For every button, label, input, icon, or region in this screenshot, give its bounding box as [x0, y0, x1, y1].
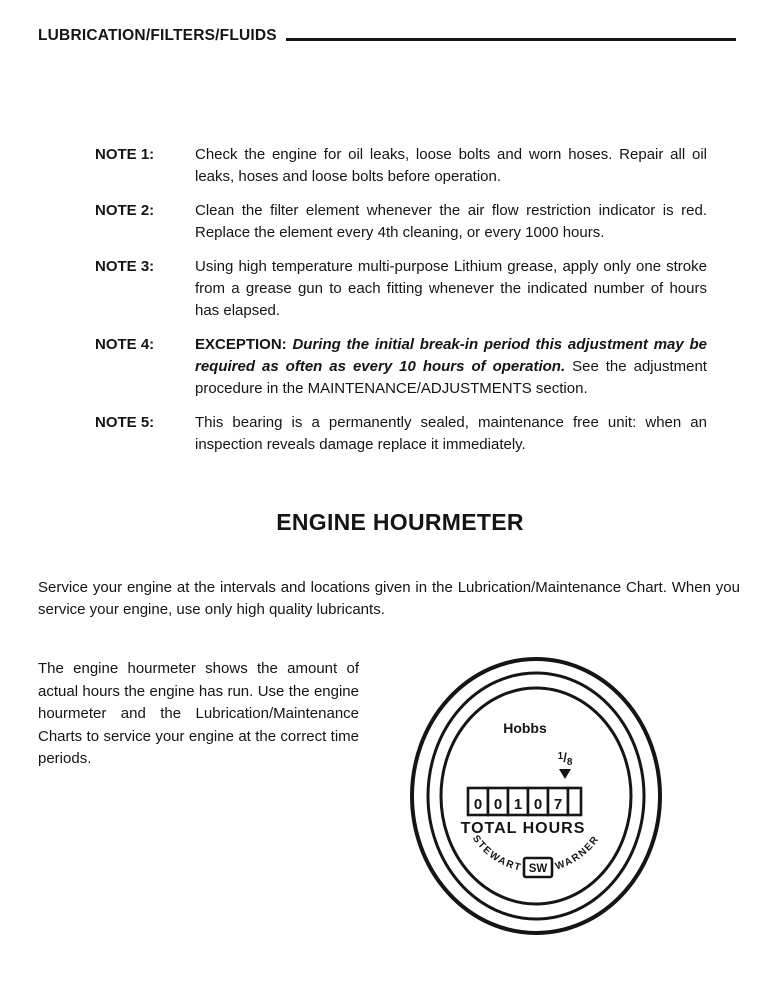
hourmeter-body-paragraph: The engine hourmeter shows the amount of actual hours the engine has run. Use the engine hourmeter and the Lubrication/Maintenance Charts to service your engine at the correct time periods. — [38, 660, 359, 767]
note-5-text: This bearing is a permanently sealed, maintenance free unit: when an inspection reveals damage replace it immediately. — [195, 414, 707, 453]
counter-digit-4: 0 — [533, 796, 543, 813]
note-2-text: Clean the filter element whenever the air flow restriction indicator is red. Replace the element every 4th cleaning, or every 1000 hours. — [195, 202, 707, 241]
counter-digit-2: 0 — [493, 796, 503, 813]
note-1-text: Check the engine for oil leaks, loose bolts and worn hoses. Repair all oil leaks, hoses and loose bolts before operation. — [195, 146, 707, 185]
note-item-3 — [95, 256, 707, 322]
fraction-slash: / — [563, 750, 567, 765]
maker-name-left: STEWART — [469, 833, 524, 874]
note-3-label: NOTE 3: — [95, 258, 155, 275]
hour-counter — [468, 788, 581, 815]
svg-text:WARNER — [554, 834, 602, 873]
note-item-1 — [95, 144, 707, 188]
note-5-label: NOTE 5: — [95, 414, 155, 431]
note-3-text: Using high temperature multi-purpose Lithium grease, apply only one stroke from a grease gun to each fitting whenever the indicated number of hours has elapsed. — [195, 258, 707, 319]
page-header — [38, 27, 736, 45]
counter-digit-5: 7 — [553, 796, 563, 813]
notes-list — [95, 144, 707, 468]
hourmeter-gauge — [406, 652, 668, 944]
note-item-2 — [95, 200, 707, 244]
counter-digit-3: 1 — [513, 796, 523, 813]
tenths-fraction-label — [558, 750, 573, 768]
note-1-label: NOTE 1: — [95, 146, 155, 163]
down-arrow-icon — [559, 769, 571, 779]
counter-digit-1: 0 — [473, 796, 483, 813]
note-4-normal-text: See the adjustment procedure in the MAINTENANCE/ADJUSTMENTS section. — [195, 358, 707, 397]
maker-name-right: WARNER — [553, 833, 602, 873]
page-header-title: LUBRICATION/FILTERS/FLUIDS — [38, 27, 277, 44]
note-4-label: NOTE 4: — [95, 336, 155, 353]
total-hours-label: TOTAL HOURS — [460, 820, 586, 837]
note-2-label: NOTE 2: — [95, 202, 155, 219]
note-4-exception-word: EXCEPTION: — [195, 336, 293, 353]
fraction-denominator: 8 — [566, 757, 573, 768]
svg-text:STEWART — [470, 833, 523, 873]
hourmeter-intro-paragraph: Service your engine at the intervals and locations given in the Lubrication/Maintenance Chart. When you service your engine, use only high quality lubricants. — [38, 579, 740, 618]
note-4-text — [195, 334, 707, 400]
header-rule-divider — [286, 38, 736, 41]
tenths-blank-cell — [568, 788, 581, 815]
hourmeter-figure — [406, 652, 668, 944]
fraction-numerator: 1 — [557, 751, 564, 762]
sw-logo-text: SW — [528, 863, 548, 875]
sw-logo — [524, 858, 552, 877]
note-4-italic-warning: During the initial break-in period this adjustment may be required as often as every 10 hours of operation. — [195, 336, 707, 375]
note-item-5 — [95, 412, 707, 456]
gauge-brand-label: Hobbs — [503, 720, 547, 736]
note-item-4 — [95, 334, 707, 400]
section-title-engine-hourmeter: ENGINE HOURMETER — [276, 509, 524, 535]
